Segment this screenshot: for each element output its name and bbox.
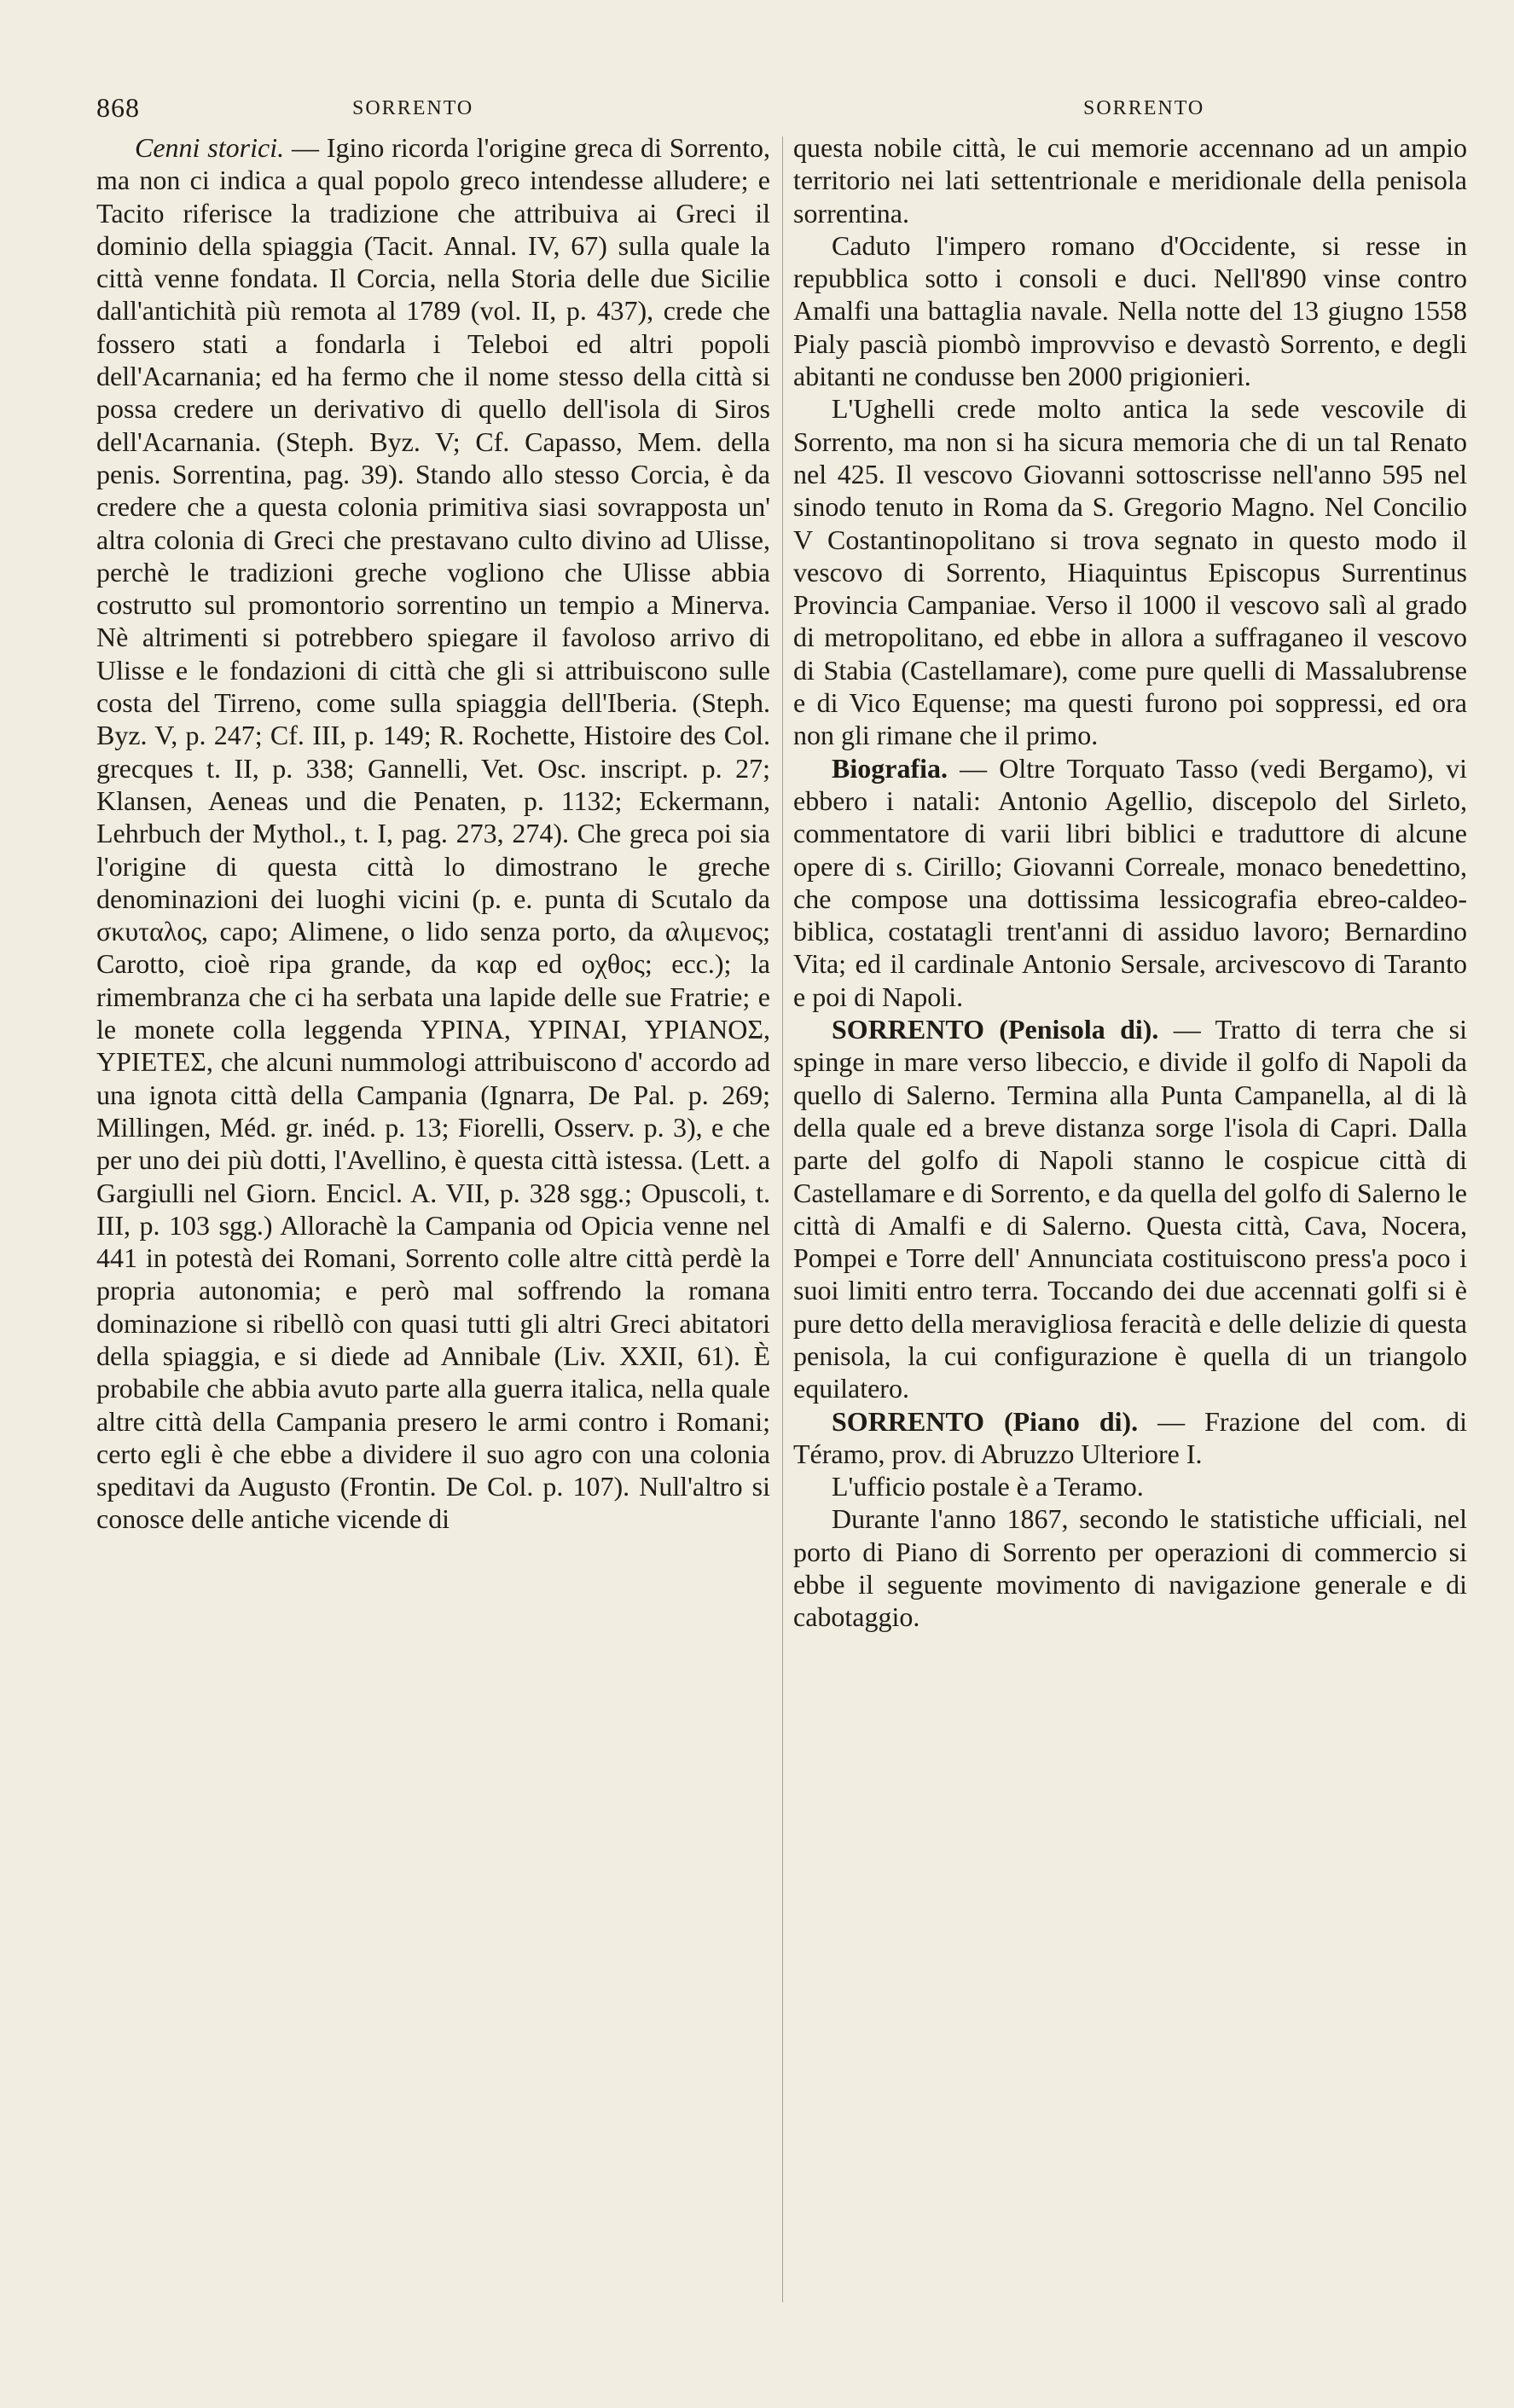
paragraph-piano	[793, 1405, 1467, 1471]
page-number: 868	[96, 92, 140, 123]
entry-heading-piano: SORRENTO (Piano di).	[832, 1405, 1139, 1437]
paragraph-biografia	[793, 752, 1467, 1013]
paragraph-cenni-storici	[96, 131, 770, 1536]
paragraph-text: — Frazione del com. di Téramo, prov. di Abruzzo Ulteriore I.	[793, 1405, 1468, 1469]
right-column	[793, 131, 1467, 1634]
column-divider	[782, 136, 783, 2302]
page-header-left	[96, 92, 770, 124]
entry-heading-penisola: SORRENTO (Penisola di).	[832, 1014, 1159, 1045]
left-column	[96, 131, 770, 1536]
paragraph-navigazione: Durante l'anno 1867, secondo le statistiche ufficiali, nel porto di Piano di Sorrento per operazioni di commercio si ebbe il seguente movimento di navigazione generale e di cabotaggio.	[793, 1503, 1467, 1633]
paragraph-penisola	[793, 1013, 1467, 1405]
paragraph-impero: Caduto l'impero romano d'Occidente, si resse in repubblica sotto i consoli e duci. Nell'890 vinse contro Amalfi una battaglia navale. Nella notte del 13 giugno 1558 Pialy pascià piombò improvviso e devastò Sorrento, e degli abitanti ne condusse ben 2000 prigionieri.	[793, 229, 1467, 392]
section-heading-cenni-storici: Cenni storici.	[135, 132, 285, 163]
paragraph-text: — Tratto di terra che si spinge in mare verso libeccio, e divide il golfo di Napoli da quello di Salerno. Termina alla Punta Campanella, al di là della quale ed a breve distanza sorge l'isola di Capri. Dalla parte del golfo di Napoli stanno le cospicue città di Castellamare e di Sorrento, e da quella del golfo di Salerno le città di Amalfi e di Salerno. Questa città, Cava, Nocera, Pompei e Torre dell' Annunciata costituiscono press'a poco i suoi limiti entro terra. Toccando dei due accennati golfi si è pure detto della meravigliosa feracità e delle delizie di questa penisola, la cui configurazione è quella di un triangolo equilatero.	[793, 1014, 1468, 1404]
paragraph-continuation: questa nobile città, le cui memorie accennano ad un ampio territorio nei lati settentrionale e meridionale della penisola sorrentina.	[793, 132, 1467, 229]
section-heading-biografia: Biografia.	[832, 752, 948, 784]
paragraph-vescovi: L'Ughelli crede molto antica la sede vescovile di Sorrento, ma non si ha sicura memoria che di un tal Renato nel 425. Il vescovo Giovanni sottoscrisse nell'anno 595 nel sinodo tenuto in Roma da S. Gregorio Magno. Nel Concilio V Costantinopolitano si trova segnato in questo modo il vescovo di Sorrento, Hiaquintus Episcopus Surrentinus Provincia Campaniae. Verso il 1000 il vescovo salì al grado di metropolitano, ed ebbe in allora a suffraganeo il vescovo di Stabia (Castellamare), come pure quelli di Massalubrense e di Vico Equense; ma questi furono poi soppressi, ed ora non gli rimane che il primo.	[793, 393, 1467, 751]
paragraph-text: — Igino ricorda l'origine greca di Sorrento, ma non ci indica a qual popolo greco intendesse alludere; e Tacito riferisce la tradizione che attribuiva ai Greci il dominio della spiaggia (Tacit. Annal. IV, 67) sulla quale la città venne fondata. Il Corcia, nella Storia delle due Sicilie dall'antichità più remota al 1789 (vol. II, p. 437), crede che fossero stati a fondarla i Teleboi ed altri popoli dell'Acarnania; ed ha fermo che il nome stesso della città si possa credere un derivativo di quello dell'isola di Siros dell'Acarnania. (Steph. Byz. V; Cf. Capasso, Mem. della penis. Sorrentina, pag. 39). Stando allo stesso Corcia, è da credere che a questa colonia primitiva siasi sovrapposta un' altra colonia di Greci che prestavano culto divino ad Ulisse, perchè le tradizioni greche vogliono che Ulisse abbia costrutto sul promontorio sorrentino un tempio a Minerva. Nè altrimenti si potrebbero spiegare il favoloso arrivo di Ulisse e le fondazioni di città che gli si attribuiscono sulle costa del Tirreno, come sulla spiaggia dell'Iberia. (Steph. Byz. V, p. 247; Cf. III, p. 149; R. Rochette, Histoire des Col. grecques t. II, p. 338; Gannelli, Vet. Osc. inscript. p. 27; Klansen, Aeneas und die Penaten, p. 1132; Eckermann, Lehrbuch der Mythol., t. I, pag. 273, 274). Che greca poi sia l'origine di questa città lo dimostrano le greche denominazioni dei luoghi vicini (p. e. punta di Scutalo da σκυταλος, capo; Alimene, o lido senza porto, da αλιμενος; Carotto, cioè ripa grande, da καρ ed οχθος; ecc.); la rimembranza che ci ha serbata una lapide delle sue Fratrie; e le monete colla leggenda ΥΡΙΝΑ, ΥΡΙΝΑΙ, ΥΡΙΑΝΟΣ, ΥΡΙΕΤΕΣ, che alcuni nummologi attribuiscono d' accordo ad una ignota città della Campania (Ignarra, De Pal. p. 269; Millingen, Méd. gr. inéd. p. 13; Fiorelli, Osserv. p. 3), e che per uno dei più dotti, l'Avellino, è questa città istessa. (Lett. a Gargiulli nel Giorn. Encicl. A. VII, p. 328 sgg.; Opuscoli, t. III, p. 103 sgg.) Allorachè la Campania od Opicia venne nel 441 in potestà dei Romani, Sorrento colle altre città perdè la propria autonomia; e però mal soffrendo la romana dominazione si ribellò con quasi tutti gli altri Greci abitatori della spiaggia, e si diede ad Annibale (Liv. XXII, 61). È probabile che abbia avuto parte alla guerra italica, nella quale altre città della Campania presero le armi contro i Romani; certo egli è che ebbe a dividere il suo agro con una colonia speditavi da Augusto (Frontin. De Col. p. 107). Null'altro si conosce delle antiche vicende di	[96, 132, 771, 1535]
paragraph-text: — Oltre Torquato Tasso (vedi Bergamo), vi ebbero i natali: Antonio Agellio, discepolo del Sirleto, commentatore di varii libri biblici e traduttore di alcune opere di s. Cirillo; Giovanni Correale, monaco benedettino, che compose una dottissima lessicografia ebreo-caldeo-biblica, costatagli trent'anni di assiduo lavoro; Bernardino Vita; ed il cardinale Antonio Sersale, arcivescovo di Taranto e poi di Napoli.	[793, 752, 1467, 1012]
paragraph-ufficio-postale: L'ufficio postale è a Teramo.	[832, 1471, 1144, 1502]
running-title-left: SORRENTO	[352, 97, 474, 119]
running-title-right: SORRENTO	[1083, 97, 1205, 119]
